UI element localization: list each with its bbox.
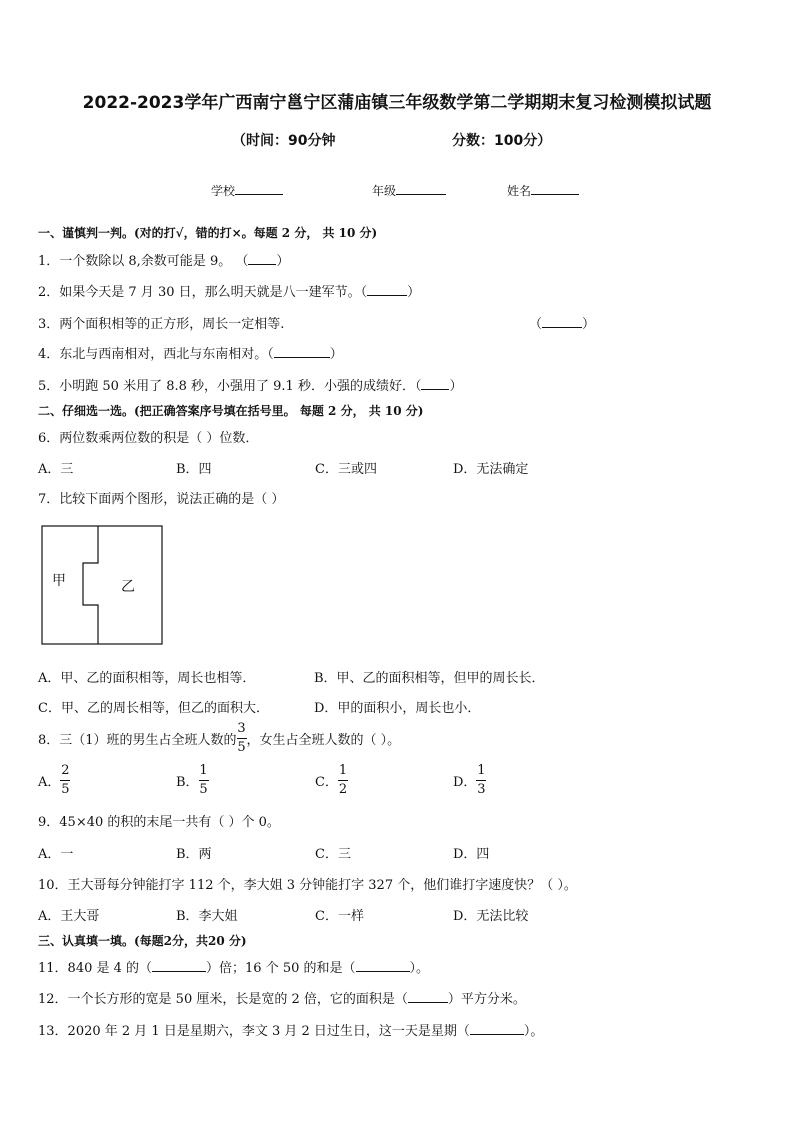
question-10: 10．王大哥每分钟能打字 112 个，李大姐 3 分钟能打字 327 个，他们谁打字速度快？（ ）。 [38, 878, 577, 893]
q8-option-d[interactable] [453, 764, 486, 797]
question-5-text: 5．小明跑 50 米用了 8.8 秒，小强用了 9.1 秒．小强的成绩好．（ [38, 379, 422, 394]
q9-option-a[interactable]: A．一 [38, 847, 74, 862]
option-label: B． [176, 775, 199, 790]
section-2-heading: 二、仔细选一选。(把正确答案序号填在括号里。 每题 2 分， 共 10 分) [38, 404, 424, 418]
school-label: 学校 [211, 184, 236, 198]
fraction [237, 722, 247, 755]
page-title: 2022-2023学年广西南宁邕宁区蒲庙镇三年级数学第二学期期末复习检测模拟试题 [82, 93, 712, 113]
answer-blank-13[interactable] [470, 1022, 524, 1035]
fraction [476, 764, 486, 797]
exam-time: （时间：90分钟 [232, 133, 336, 149]
fraction [60, 764, 70, 797]
q7-option-d[interactable]: D．甲的面积小，周长也小． [314, 701, 481, 716]
fraction [338, 764, 348, 797]
question-13-text: 13．2020 年 2 月 1 日是星期六，李文 3 月 2 日过生日，这一天是星期（ [38, 1024, 470, 1039]
question-4-text: 4．东北与西南相对，西北与东南相对。（ [38, 347, 274, 362]
question-12-text: 12．一个长方形的宽是 50 厘米，长是宽的 2 倍，它的面积是（ [38, 992, 408, 1007]
fraction-numerator: 3 [237, 721, 246, 736]
section-3-heading: 三、认真填一填。(每题2分，共20 分) [38, 934, 247, 948]
q10-option-c[interactable]: C．一样 [315, 909, 364, 924]
answer-blank-12[interactable] [408, 990, 448, 1003]
section-1-heading: 一、谨慎判一判。(对的打√，错的打×。每题 2 分， 共 10 分) [38, 226, 378, 240]
name-field[interactable] [507, 182, 579, 199]
answer-blank-4[interactable] [274, 345, 330, 358]
q9-option-c[interactable]: C．三 [315, 847, 351, 862]
paren-close: ） [276, 254, 290, 269]
paren-close: ） [407, 285, 421, 300]
question-4 [38, 343, 343, 362]
fraction-denominator: 5 [237, 740, 246, 755]
q8-option-b[interactable] [176, 764, 209, 797]
fraction-bar [199, 780, 209, 781]
q10-option-d[interactable]: D．无法比较 [453, 909, 529, 924]
q9-option-b[interactable]: B．两 [176, 847, 212, 862]
question-11-text-mid: ）倍；16 个 50 的和是（ [206, 961, 356, 976]
question-12 [38, 988, 526, 1007]
option-label: A． [38, 775, 61, 790]
q10-option-a[interactable]: A．王大哥 [38, 909, 100, 924]
question-13 [38, 1020, 543, 1039]
question-1 [38, 250, 289, 269]
question-8 [38, 722, 400, 755]
question-9: 9．45×40 的积的末尾一共有（ ）个 0。 [38, 815, 280, 830]
question-13-text-end: ）。 [523, 1024, 544, 1039]
answer-blank-3[interactable] [542, 315, 582, 328]
question-8-text: 8．三（1）班的男生占全班人数的 [38, 733, 237, 748]
question-3 [38, 313, 284, 332]
fraction-denominator: 5 [61, 782, 70, 797]
question-11-text: 11．840 是 4 的（ [38, 961, 153, 976]
answer-blank-5[interactable] [421, 377, 449, 390]
q7-option-c[interactable]: C．甲、乙的周长相等，但乙的面积大． [38, 701, 269, 716]
q6-option-d[interactable]: D．无法确定 [453, 462, 529, 477]
fraction [199, 764, 209, 797]
paren-close: ） [329, 347, 343, 362]
question-6: 6．两位数乘两位数的积是（ ）位数． [38, 431, 259, 446]
q6-option-a[interactable]: A．三 [38, 462, 74, 477]
q7-option-b[interactable]: B．甲、乙的面积相等，但甲的周长长． [314, 671, 545, 686]
answer-blank-1[interactable] [248, 252, 276, 265]
fraction-bar [237, 738, 247, 739]
paren-close: ） [582, 317, 596, 332]
fraction-bar [338, 780, 348, 781]
q6-option-c[interactable]: C．三或四 [315, 462, 377, 477]
question-5 [38, 375, 462, 394]
exam-score: 分数：100分） [452, 133, 552, 149]
fraction-bar [476, 780, 486, 781]
paren-open: （ [529, 317, 543, 332]
school-field[interactable] [211, 182, 283, 199]
answer-blank-11a[interactable] [152, 959, 206, 972]
question-8-text-end: ，女生占全班人数的（ ）。 [246, 733, 401, 748]
answer-blank-2[interactable] [367, 283, 407, 296]
q7-option-a[interactable]: A．甲、乙的面积相等，周长也相等． [38, 671, 256, 686]
figure-label-jia: 甲 [52, 573, 66, 589]
figure-label-yi: 乙 [121, 579, 135, 595]
q8-option-a[interactable] [38, 764, 70, 797]
q9-option-d[interactable]: D．四 [453, 847, 490, 862]
q10-option-b[interactable]: B．李大姐 [176, 909, 238, 924]
question-11 [38, 957, 429, 976]
option-label: C． [315, 775, 338, 790]
name-label: 姓名 [507, 184, 532, 198]
grade-label: 年级 [372, 184, 397, 198]
fraction-numerator: 1 [338, 763, 348, 778]
question-3-answer [529, 313, 595, 332]
fraction-numerator: 2 [61, 763, 70, 778]
fraction-bar [60, 780, 70, 781]
answer-blank-11b[interactable] [356, 959, 410, 972]
option-label: D． [453, 775, 477, 790]
fraction-denominator: 3 [477, 782, 486, 797]
fraction-numerator: 1 [199, 763, 208, 778]
question-7: 7．比较下面两个图形，说法正确的是（ ） [38, 492, 285, 507]
question-11-text-end: ）。 [409, 961, 430, 976]
question-2 [38, 281, 420, 300]
grade-field[interactable] [372, 182, 446, 199]
q8-option-c[interactable] [315, 764, 348, 797]
figure-divider [83, 526, 98, 644]
q6-option-b[interactable]: B．四 [176, 462, 212, 477]
fraction-numerator: 1 [477, 763, 486, 778]
fraction-denominator: 5 [199, 782, 208, 797]
question-1-text: 1．一个数除以 8,余数可能是 9。 （ [38, 254, 249, 269]
fraction-denominator: 2 [338, 782, 348, 797]
grade-blank[interactable] [396, 182, 446, 195]
name-blank[interactable] [531, 182, 579, 195]
question-3-text: 3．两个面积相等的正方形，周长一定相等. [38, 317, 285, 332]
paren-close: ） [449, 379, 463, 394]
school-blank[interactable] [235, 182, 283, 195]
question-2-text: 2．如果今天是 7 月 30 日，那么明天就是八一建军节。（ [38, 285, 368, 300]
question-12-text-end: ）平方分米。 [447, 992, 526, 1007]
